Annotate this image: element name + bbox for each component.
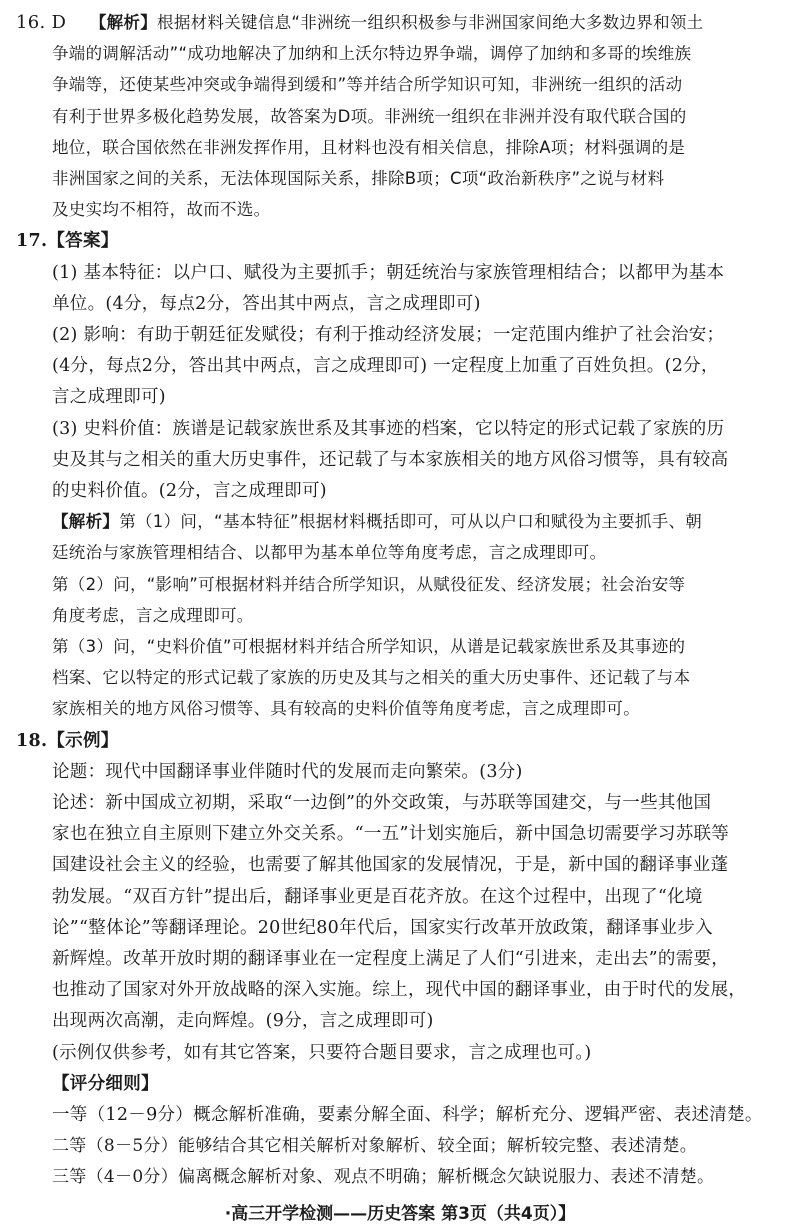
- q18-line-5: 勃发展。“双百方针”提出后，翻译事业更是百花齐放。在这个过程中，出现了“化境: [52, 886, 703, 907]
- q18-line-2: 论述：新中国成立初期，采取“一边倒”的外交政策，与苏联等国建交，与一些其他国: [52, 793, 712, 813]
- q16-line-7: 及史实均不相符，故而不选。: [52, 200, 271, 220]
- q17-analysis-line-1: [52, 511, 800, 533]
- q18-line-1: 论题：现代中国翻译事业伴随时代的发展而走向繁荣。(3分): [52, 761, 523, 782]
- q17-answer-line-5: 言之成理即可): [52, 387, 166, 408]
- q17-analysis-line-7: 家族相关的地方风俗习惯等、具有较高的史料价值等角度考虑，言之成理即可。: [52, 699, 640, 719]
- q18-grading-line-3: 三等（4－0分）偏离概念解析对象、观点不明确；解析概念欠缺说服力、表述不清楚。: [52, 1167, 715, 1188]
- q18-line-8: 也推动了国家对外开放战略的深入实施。综上，现代中国的翻译事业，由于时代的发展，: [52, 980, 747, 1001]
- q16-number: 16. D: [16, 12, 67, 33]
- q16-line-3: 争端等，还使某些冲突或争端得到缓和”等并结合所学知识可知，非洲统一组织的活动: [52, 75, 683, 95]
- q17-analysis-text: 第（1）问，“基本特征”根据材料概括即可，可从以户口和赋役为主要抓手、朝: [119, 512, 703, 532]
- q17-answer-line-8: 的史料价值。(2分，言之成理即可): [52, 481, 327, 501]
- q16-line-5: 地位，联合国依然在非洲发挥作用，且材料也没有相关信息，排除A项；材料强调的是: [52, 137, 686, 157]
- q18-line-4: 国建设社会主义的经验，也需要了解其他国家的发展情况，于是，新中国的翻译事业蓬: [52, 855, 729, 876]
- q17-analysis-line-3: 第（2）问，“影响”可根据材料并结合所学知识，从赋役征发、经济发展；社会治安等: [52, 574, 686, 594]
- q17-analysis-line-4: 角度考虑，言之成理即可。: [52, 605, 254, 625]
- q16-analysis-tag: 【解析】: [89, 13, 158, 32]
- q18-line-10: (示例仅供参考，如有其它答案，只要符合题目要求，言之成理也可。): [52, 1042, 592, 1063]
- q17-answer-line-7: 史及其与之相关的重大历史事件，还记载了与本家族相关的地方风俗习惯等，具有较高: [52, 449, 729, 470]
- q17-answer-line-1: (1) 基本特征：以户口、赋役为主要抓手；朝廷统治与家族管理相结合；以都甲为基本: [52, 262, 725, 283]
- q17-answer-line-6: (3) 史料价值：族谱是记载家族世系及其事迹的档案，它以特定的形式记载了家族的历: [52, 418, 725, 439]
- q16-line-1: [16, 12, 800, 34]
- q18-line-9: 出现两次高潮，走向辉煌。(9分，言之成理即可): [52, 1011, 434, 1032]
- q17-answer-line-4: (4分，每点2分，答出其中两点，言之成理即可) 一定程度上加重了百姓负担。(2分，: [52, 356, 719, 377]
- q18-grading-tag: 【评分细则】: [52, 1073, 159, 1094]
- q16-line-2: 争端的调解活动”“成功地解决了加纳和上沃尔特边界争端，调停了加纳和多哥的埃维族: [52, 44, 692, 64]
- q18-heading: 18.【示例】: [16, 730, 119, 751]
- q16-line-6: 非洲国家之间的关系，无法体现国际关系，排除B项；C项“政治新秩序”之说与材料: [52, 169, 665, 188]
- q18-line-6: 论”“整体论”等翻译理论。20世纪80年代后，国家实行改革开放政策，翻译事业步入: [52, 917, 713, 938]
- q18-grading-line-2: 二等（8－5分）能够结合其它相关解析对象解析、较全面；解析较完整、表述清楚。: [52, 1136, 698, 1157]
- q18-grading-line-1: 一等（12－9分）概念解析准确，要素分解全面、科学；解析充分、逻辑严密、表述清楚。: [52, 1105, 763, 1125]
- q16-line-4: 有利于世界多极化趋势发展，故答案为D项。非洲统一组织在非洲并没有取代联合国的: [52, 106, 687, 126]
- q17-analysis-line-6: 档案、它以特定的形式记载了家族的历史及其与之相关的重大历史事件、还记载了与本: [52, 668, 691, 688]
- q17-analysis-line-2: 廷统治与家族管理相结合、以都甲为基本单位等角度考虑，言之成理即可。: [52, 543, 607, 563]
- q18-line-7: 新辉煌。改革开放时期的翻译事业在一定程度上满足了人们“引进来，走出去”的需要，: [52, 949, 730, 969]
- q18-line-3: 家也在独立自主原则下建立外交关系。“一五”计划实施后，新中国急切需要学习苏联等: [52, 824, 730, 845]
- q17-analysis-line-5: 第（3）问，“史料价值”可根据材料并结合所学知识，从谱是记载家族世系及其事迹的: [52, 637, 686, 656]
- q17-analysis-tag: 【解析】: [52, 512, 120, 532]
- q16-text: 根据材料关键信息“非洲统一组织积极参与非洲国家间绝大多数边界和领土: [157, 13, 704, 32]
- q17-heading: 17.【答案】: [16, 231, 119, 252]
- q17-answer-line-3: (2) 影响：有助于朝廷征发赋役；有利于推动经济发展；一定范围内维护了社会治安；: [52, 325, 725, 345]
- q17-answer-line-2: 单位。(4分，每点2分，答出其中两点，言之成理即可): [52, 293, 481, 314]
- page-footer: ·高三开学检测——历史答案 第3页（共4页）】: [224, 1203, 576, 1224]
